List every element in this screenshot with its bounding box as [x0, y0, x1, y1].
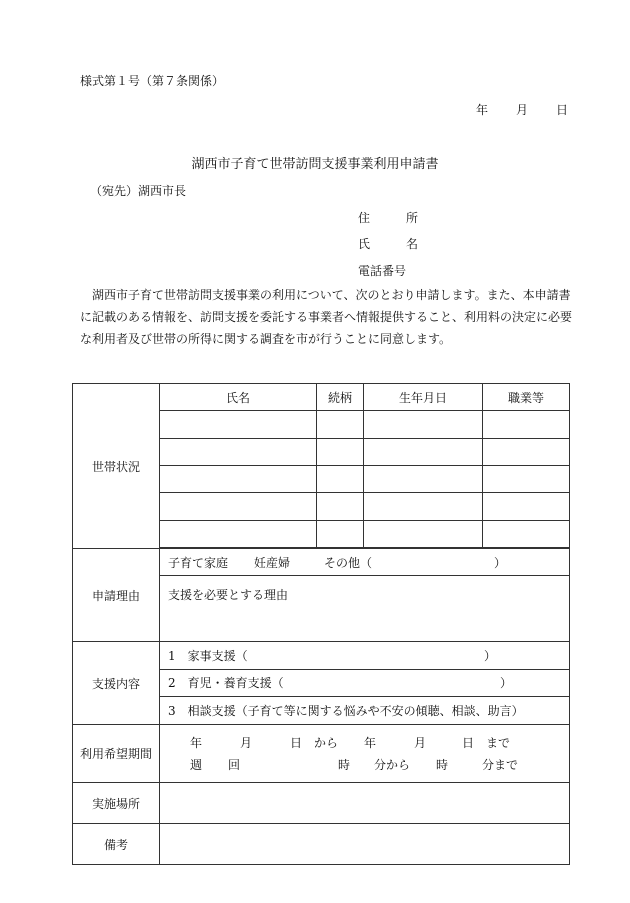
col-header-relation: 続柄	[317, 384, 364, 411]
household-name-cell[interactable]	[160, 493, 317, 520]
household-birthdate-cell[interactable]	[364, 465, 483, 492]
household-relation-cell[interactable]	[317, 465, 364, 492]
reason-detail-field[interactable]	[160, 576, 570, 642]
household-name-cell[interactable]	[160, 520, 317, 547]
intro-paragraph: 湖西市子育て世帯訪問支援事業の利用について、次のとおり申請します。また、本申請書に記載のある情報を、訪問支援を委託する事業者へ情報提供すること、利用料の決定に必要な利用者及び世帯の所得に関する調査を市が行うことに同意します。	[80, 288, 573, 346]
form-number: 様式第１号（第７条関係）	[80, 74, 225, 88]
col-header-birthdate: 生年月日	[364, 384, 483, 411]
reason-option-other-close: ）	[494, 555, 507, 570]
date-year-unit: 年	[476, 103, 489, 117]
household-name-cell[interactable]	[160, 438, 317, 465]
period-field[interactable]	[160, 725, 570, 783]
household-relation-cell[interactable]	[317, 520, 364, 547]
col-header-name: 氏名	[160, 384, 317, 411]
applicant-phone-label: 電話番号	[358, 264, 407, 278]
support-item-housework[interactable]: 1 家事支援（ ）	[160, 642, 570, 670]
reason-label: 申請理由	[73, 549, 160, 642]
reason-detail-label: 支援を必要とする理由	[168, 588, 289, 602]
applicant-address-label: 住 所	[358, 211, 418, 225]
reason-option-other[interactable]: その他（	[324, 555, 373, 570]
remarks-field[interactable]	[160, 824, 570, 865]
household-occupation-cell[interactable]	[483, 520, 570, 547]
page-title: 湖西市子育て世帯訪問支援事業利用申請書	[191, 157, 439, 172]
household-relation-cell[interactable]	[317, 493, 364, 520]
support-item-consultation[interactable]: 3 相談支援（子育て等に関する悩みや不安の傾聴、相談、助言）	[160, 697, 570, 725]
period-frequency: 週 回 時 分から 時 分まで	[190, 757, 519, 772]
household-label: 世帯状況	[73, 384, 160, 549]
reason-option-childcare-home[interactable]: 子育て家庭	[168, 555, 229, 570]
household-relation-cell[interactable]	[317, 438, 364, 465]
household-occupation-cell[interactable]	[483, 438, 570, 465]
addressee: （宛先）湖西市長	[90, 184, 187, 198]
application-table	[72, 383, 570, 865]
household-name-cell[interactable]	[160, 465, 317, 492]
place-label: 実施場所	[73, 783, 160, 824]
household-name-cell[interactable]	[160, 411, 317, 438]
date-month-unit: 月	[516, 103, 529, 117]
household-occupation-cell[interactable]	[483, 465, 570, 492]
household-birthdate-cell[interactable]	[364, 520, 483, 547]
date-line	[476, 101, 568, 118]
household-occupation-cell[interactable]	[483, 493, 570, 520]
household-relation-cell[interactable]	[317, 411, 364, 438]
reason-options	[160, 549, 570, 576]
remarks-label: 備考	[73, 824, 160, 865]
reason-option-pregnant[interactable]: 妊産婦	[254, 555, 291, 570]
applicant-name-label: 氏 名	[358, 237, 418, 251]
support-item-childcare[interactable]: 2 育児・養育支援（ ）	[160, 669, 570, 697]
support-label: 支援内容	[73, 642, 160, 725]
household-birthdate-cell[interactable]	[364, 411, 483, 438]
date-day-unit: 日	[556, 103, 569, 117]
period-date-range: 年 月 日 から 年 月 日 まで	[190, 735, 511, 750]
col-header-occupation: 職業等	[483, 384, 570, 411]
household-birthdate-cell[interactable]	[364, 493, 483, 520]
household-birthdate-cell[interactable]	[364, 438, 483, 465]
household-occupation-cell[interactable]	[483, 411, 570, 438]
place-field[interactable]	[160, 783, 570, 824]
period-label: 利用希望期間	[73, 725, 160, 783]
